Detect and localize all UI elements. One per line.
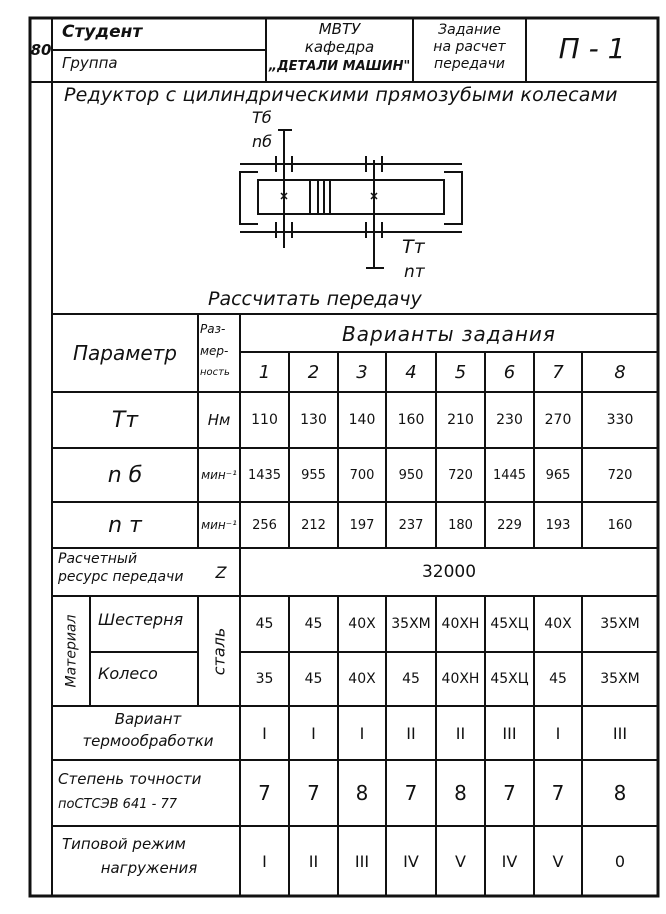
gear-material-cell: 40Х [544, 616, 572, 632]
resource-label [58, 550, 183, 586]
dim-header-line: ность [200, 367, 230, 378]
wheel-material-cell: 35 [255, 671, 274, 687]
tt-value-cell: 330 [606, 412, 634, 428]
variants-header: Варианты задания [342, 322, 556, 346]
heat-label-line: термообработки [82, 732, 214, 750]
task-label-2: на расчет [433, 39, 506, 55]
accuracy-value-cell: 7 [404, 781, 418, 805]
wheel-material-cell: 40Х [348, 671, 376, 687]
dim-header-line: Раз- [200, 322, 226, 336]
row-label-tt: Тт [111, 407, 139, 433]
institute-name: МВТУ [318, 20, 361, 38]
accuracy-value-cell: 7 [258, 781, 271, 805]
nt-value-cell: 180 [448, 517, 473, 533]
department-name: „ДЕТАЛИ МАШИН" [268, 58, 411, 74]
nt-value-cell: 256 [252, 517, 277, 533]
resource-label-line: ресурс передачи [58, 569, 184, 585]
tt-value-cell: 110 [251, 412, 278, 428]
gear-material-cell: 35ХМ [600, 616, 640, 632]
load-label [62, 832, 236, 880]
heat-value-cell: I [262, 723, 267, 743]
unit-nb: мин⁻¹ [201, 468, 237, 482]
param-header: Параметр [73, 341, 177, 365]
nt-value-cell: 212 [301, 517, 326, 533]
accuracy-value-cell: 8 [355, 781, 369, 805]
gear-material-cell: 35ХМ [391, 616, 431, 632]
accuracy-value-cell: 7 [503, 781, 516, 805]
heat-label-line: Вариант [114, 710, 182, 728]
subheading: Рассчитать передачу [208, 288, 422, 310]
nt-value-cell: 193 [545, 517, 571, 533]
wheel-material-cell: 45 [549, 671, 567, 687]
accuracy-value-cell: 7 [307, 781, 320, 805]
material-label-text: Материал [63, 614, 80, 688]
variant-number: 2 [307, 361, 320, 383]
heat-value-cell: III [502, 723, 517, 743]
variant-number: 5 [454, 361, 467, 383]
tt-value-cell: 230 [496, 412, 523, 428]
load-value-cell: V [552, 851, 564, 871]
load-value-cell: I [262, 851, 267, 871]
heat-value-cell: II [406, 723, 416, 743]
variant-number: 4 [405, 361, 417, 383]
row-label-nb: n б [107, 462, 143, 488]
variant-number: 3 [356, 361, 368, 383]
wheel-material-cell: 45 [304, 671, 323, 687]
dimension-header [200, 318, 230, 384]
resource-unit: Z [215, 562, 227, 582]
load-label-line: Типовой режим [62, 835, 186, 853]
nt-value-cell: 197 [349, 517, 375, 533]
sheet-number: 80 [30, 41, 52, 59]
nt-value-cell: 237 [398, 517, 424, 533]
resource-value: 32000 [421, 562, 477, 582]
nb-value-cell: 700 [349, 467, 375, 483]
nb-value-cell: 1435 [247, 467, 282, 483]
dim-header-line: мер- [200, 344, 229, 358]
group-label: Группа [62, 54, 118, 72]
task-label-3: передачи [434, 56, 505, 72]
nb-value-cell: 720 [607, 467, 633, 483]
heat-value-cell: I [359, 723, 365, 743]
nt-value-cell: 160 [607, 517, 633, 533]
gearbox-diagram [240, 130, 462, 268]
page-title: Редуктор с цилиндрическими прямозубыми колесами [64, 84, 618, 106]
gear-material-cell: 45 [304, 616, 323, 632]
nt-value-cell: 229 [497, 517, 522, 533]
tt-value-cell: 130 [300, 412, 327, 428]
wheel-material-cell: 45 [402, 671, 420, 687]
load-value-cell: 0 [614, 851, 626, 871]
steel-label-text: сталь [209, 627, 229, 675]
nb-value-cell: 720 [448, 467, 473, 483]
heat-label [60, 708, 236, 752]
tt-value-cell: 160 [397, 412, 425, 428]
tt-value-cell: 210 [447, 412, 474, 428]
unit-tt: Нм [207, 411, 231, 429]
diagram-label-tb: Тб [252, 108, 272, 127]
task-label-1: Задание [438, 22, 501, 38]
accuracy-value-cell: 7 [551, 781, 565, 805]
heat-value-cell: I [311, 723, 316, 743]
student-label: Студент [62, 22, 143, 42]
steel-label [198, 596, 240, 706]
nb-value-cell: 1445 [492, 467, 527, 483]
nb-value-cell: 965 [545, 467, 571, 483]
row-label-nt: n т [108, 512, 142, 538]
wheel-material-cell: 45ХЦ [490, 671, 529, 687]
accuracy-label [58, 766, 201, 818]
task-code: П - 1 [558, 31, 626, 65]
accuracy-value-cell: 8 [613, 781, 627, 805]
load-label-line: нагружения [100, 859, 198, 877]
diagram-label-nt: nт [404, 262, 425, 282]
gear-material-cell: 40ХН [441, 616, 480, 632]
tt-value-cell: 270 [544, 412, 572, 428]
accuracy-label-line: Степень точности [58, 770, 202, 788]
load-value-cell: IV [403, 851, 419, 871]
gear-material-cell: 40Х [348, 616, 376, 632]
department-label: кафедра [304, 38, 375, 56]
wheel-material-cell: 35ХМ [600, 671, 640, 687]
accuracy-label-line: поСТСЭВ 641 - 77 [58, 797, 177, 812]
nb-value-cell: 950 [398, 467, 424, 483]
heat-value-cell: III [612, 723, 628, 743]
variant-number: 7 [552, 361, 564, 383]
load-value-cell: III [354, 851, 370, 871]
nb-value-cell: 955 [301, 467, 326, 483]
heat-value-cell: II [455, 723, 466, 743]
variant-number: 6 [503, 361, 516, 383]
load-value-cell: II [308, 851, 319, 871]
gear-material-cell: 45ХЦ [490, 616, 529, 632]
gear-material-cell: 45 [255, 616, 274, 632]
wheel-material-cell: 40ХН [441, 671, 480, 687]
diagram-label-nb: nб [252, 132, 273, 151]
heat-value-cell: I [555, 723, 561, 743]
gear-label: Шестерня [98, 610, 184, 629]
diagram-label-tt: Тт [402, 236, 425, 258]
tt-value-cell: 140 [348, 412, 376, 428]
accuracy-value-cell: 8 [454, 781, 467, 805]
variant-number: 8 [614, 361, 626, 383]
wheel-label: Колесо [98, 664, 158, 683]
variant-number: 1 [258, 361, 271, 383]
resource-label-line: Расчетный [58, 551, 138, 567]
load-value-cell: IV [501, 851, 518, 871]
unit-nt: мин⁻¹ [201, 518, 237, 532]
material-label [52, 596, 90, 706]
load-value-cell: V [455, 851, 466, 871]
